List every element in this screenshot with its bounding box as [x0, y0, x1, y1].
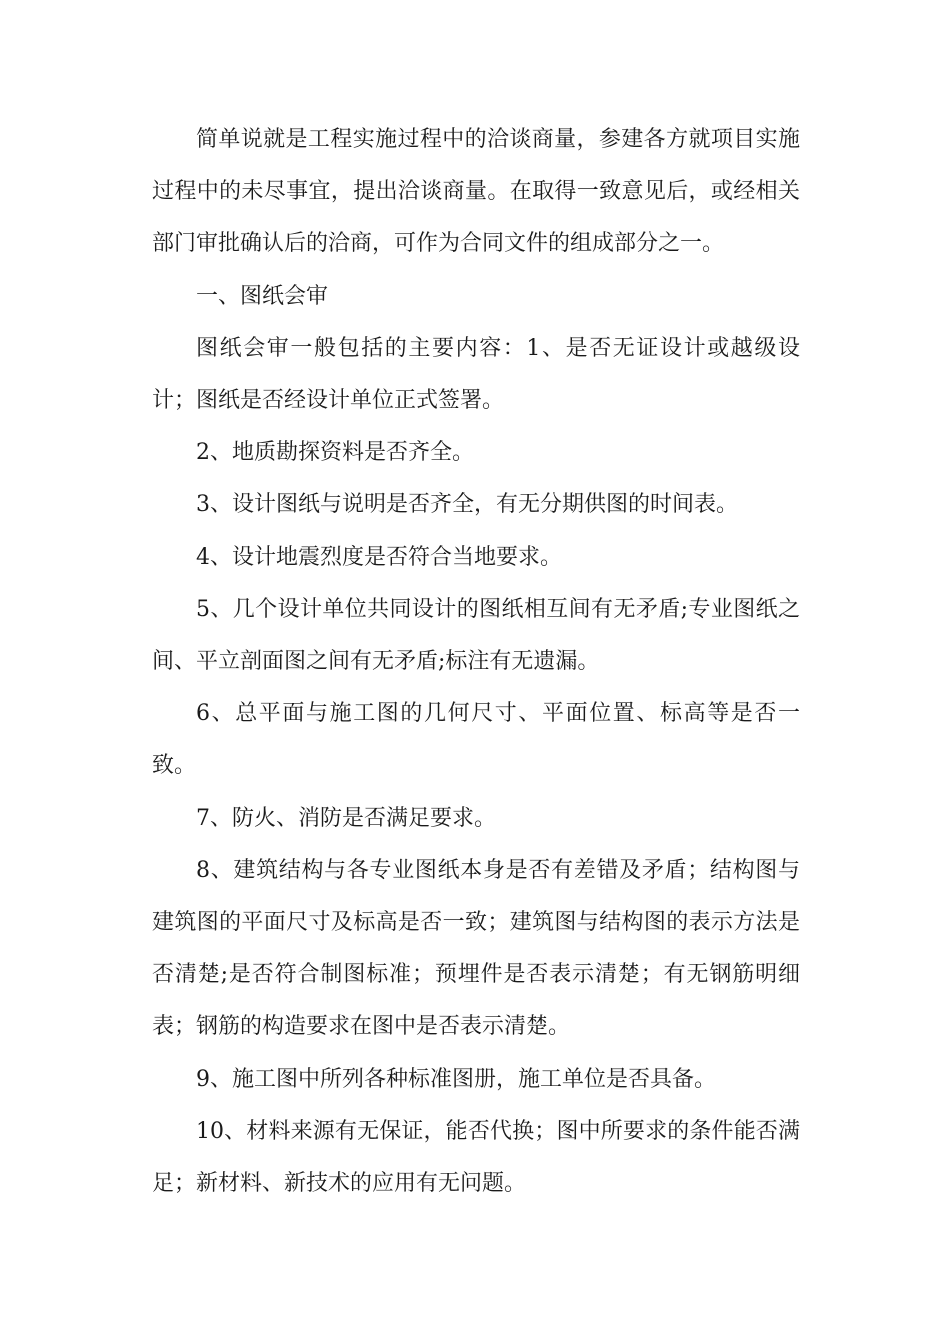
paragraph-item-9: 9、施工图中所列各种标准图册，施工单位是否具备。: [196, 1066, 716, 1092]
paragraph-item-2: 2、地质勘探资料是否齐全。: [196, 440, 474, 466]
paragraph-intro: 简单说就是工程实施过程中的洽谈商量，参建各方就项目实施过程中的未尽事宜，提出洽谈商量。在取得一致意见后，或经相关部门审批确认后的洽商，可作为合同文件的组成部分之一。: [152, 127, 800, 257]
paragraph-item-5: 5、几个设计单位共同设计的图纸相互间有无矛盾;专业图纸之间、平立剖面图之间有无矛盾;标注有无遗漏。: [152, 596, 800, 675]
document-body: [152, 114, 800, 1210]
paragraph-item-4: 4、设计地震烈度是否符合当地要求。: [196, 544, 562, 570]
paragraph-item-6: 6、总平面与施工图的几何尺寸、平面位置、标高等是否一致。: [152, 701, 800, 779]
paragraph-item-8: 8、建筑结构与各专业图纸本身是否有差错及矛盾；结构图与建筑图的平面尺寸及标高是否一致；建筑图与结构图的表示方法是否清楚;是否符合制图标准；预埋件是否表示清楚；有无钢筋明细表；钢筋的构造要求在图中是否表示清楚。: [152, 857, 800, 1040]
paragraph-item-10: 10、材料来源有无保证，能否代换；图中所要求的条件能否满足；新材料、新技术的应用有无问题。: [152, 1118, 800, 1197]
paragraph-item-7: 7、防火、消防是否满足要求。: [196, 805, 496, 831]
paragraph-item-3: 3、设计图纸与说明是否齐全，有无分期供图的时间表。: [196, 492, 738, 518]
paragraph-item-1: 图纸会审一般包括的主要内容：1、是否无证设计或越级设计；图纸是否经设计单位正式签署。: [152, 335, 800, 414]
section-heading: 一、图纸会审: [196, 283, 329, 309]
